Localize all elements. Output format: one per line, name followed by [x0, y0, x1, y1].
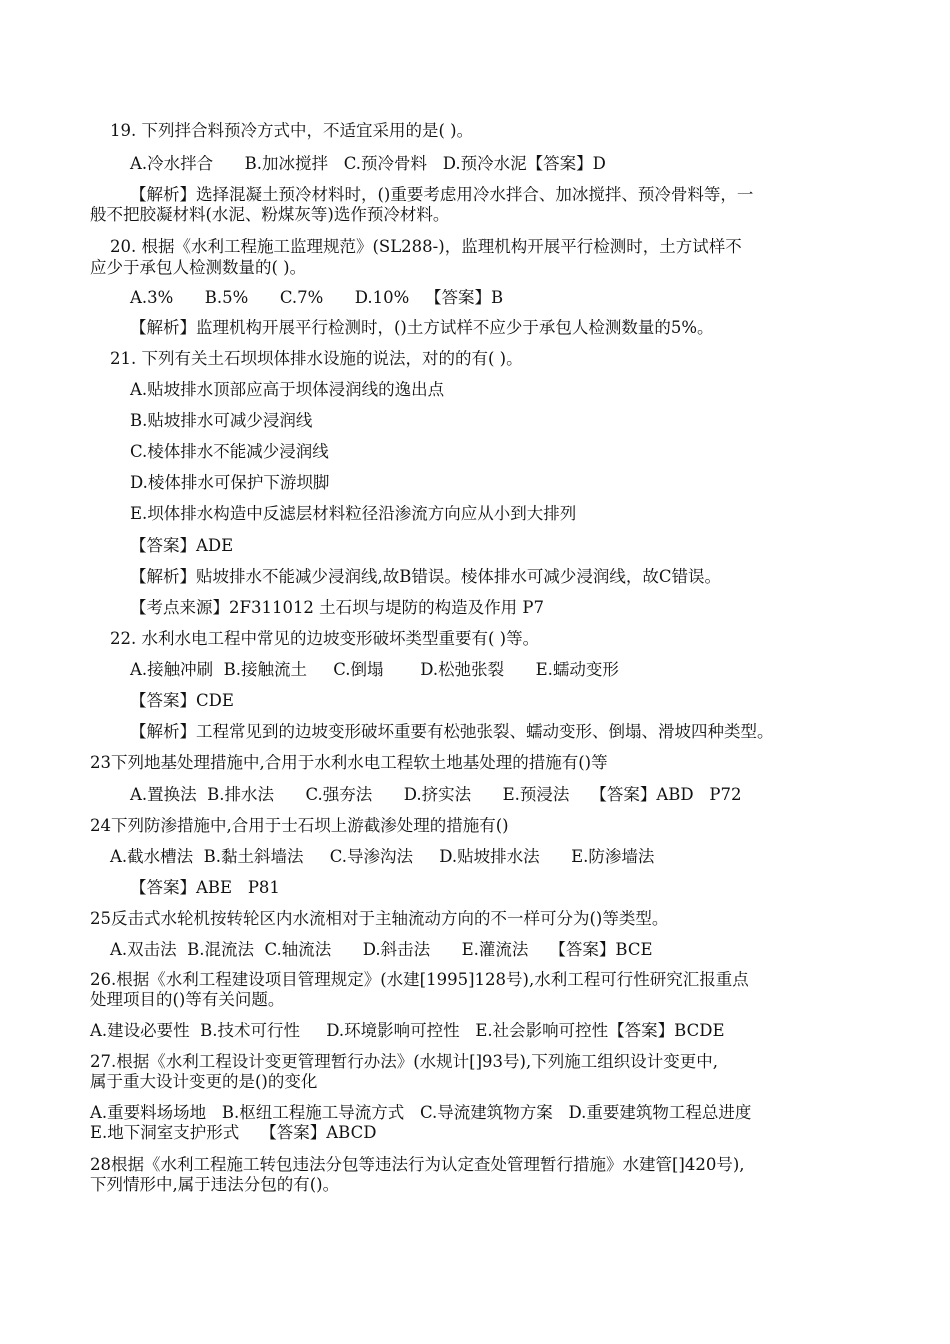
- q22-answer: 【答案】CDE: [130, 691, 234, 710]
- question-28: 28根据《水利工程施工转包违法分包等违法行为认定查处管理暂行措施》水建管[]420号),: [90, 1155, 745, 1174]
- q22-analysis: 【解析】工程常见到的边坡变形破坏重要有松弛张裂、蠕动变形、倒塌、滑坡四种类型。: [130, 722, 774, 741]
- question-20: 20. 根据《水利工程施工监理规范》(SL288-)，监理机构开展平行检测时，土方试样不: [110, 237, 742, 256]
- question-19: 19. 下列拌合料预冷方式中，不适宜采用的是( )。: [110, 121, 474, 140]
- q25-options: A.双击法 B.混流法 C.轴流法 D.斜击法 E.灌流法 【答案】BCE: [110, 940, 653, 959]
- question-24: 24下列防渗措施中,合用于士石坝上游截渗处理的措施有(): [90, 816, 509, 835]
- question-22: 22. 水利水电工程中常见的边坡变形破坏类型重要有( )等。: [110, 629, 540, 648]
- question-27: 27.根据《水利工程设计变更管理暂行办法》(水规计[]93号),下列施工组织设计变更中,: [90, 1052, 718, 1071]
- question-26-cont: 处理项目的()等有关问题。: [90, 990, 285, 1009]
- q26-options: A.建设必要性 B.技术可行性 D.环境影响可控性 E.社会影响可控性【答案】BCDE: [90, 1021, 725, 1040]
- question-23: 23下列地基处理措施中,合用于水利水电工程软土地基处理的措施有()等: [90, 753, 608, 772]
- question-27-cont: 属于重大设计变更的是()的变化: [90, 1072, 318, 1091]
- question-20-cont: 应少于承包人检测数量的( )。: [90, 258, 307, 277]
- question-25: 25反击式水轮机按转轮区内水流相对于主轴流动方向的不一样可分为()等类型。: [90, 909, 669, 928]
- q19-analysis: 【解析】选择混凝土预冷材料时，()重要考虑用冷水拌合、加冰搅拌、预冷骨料等，一: [130, 185, 754, 204]
- q21-option-a: A.贴坡排水顶部应高于坝体浸润线的逸出点: [130, 380, 445, 399]
- q23-options: A.置换法 B.排水法 C.强夯法 D.挤实法 E.预浸法 【答案】ABD P72: [130, 785, 742, 804]
- q21-answer: 【答案】ADE: [130, 536, 234, 555]
- q21-source: 【考点来源】2F311012 土石坝与堤防的构造及作用 P7: [130, 598, 545, 617]
- q20-options: A.3% B.5% C.7% D.10% 【答案】B: [130, 288, 504, 307]
- question-21: 21. 下列有关土石坝坝体排水设施的说法，对的的有( )。: [110, 349, 523, 368]
- q22-options: A.接触冲刷 B.接触流土 C.倒塌 D.松弛张裂 E.蠕动变形: [130, 660, 619, 679]
- q21-option-c: C.棱体排水不能减少浸润线: [130, 442, 329, 461]
- q21-option-d: D.棱体排水可保护下游坝脚: [130, 473, 330, 492]
- question-28-cont: 下列情形中,属于违法分包的有()。: [90, 1175, 340, 1194]
- q19-analysis-cont: 般不把胶凝材料(水泥、粉煤灰等)选作预冷材料。: [90, 205, 450, 224]
- q19-options: A.冷水拌合 B.加冰搅拌 C.预冷骨料 D.预冷水泥【答案】D: [130, 154, 606, 173]
- q27-options: A.重要料场场地 B.枢纽工程施工导流方式 C.导流建筑物方案 D.重要建筑物工程总进度: [90, 1103, 752, 1122]
- q24-answer: 【答案】ABE P81: [130, 878, 280, 897]
- q21-analysis: 【解析】贴坡排水不能减少浸润线,故B错误。棱体排水可减少浸润线，故C错误。: [130, 567, 721, 586]
- question-26: 26.根据《水利工程建设项目管理规定》(水建[1995]128号),水利工程可行性研究汇报重点: [90, 970, 749, 989]
- q20-analysis: 【解析】监理机构开展平行检测时，()土方试样不应少于承包人检测数量的5%。: [130, 318, 714, 337]
- q21-option-b: B.贴坡排水可减少浸润线: [130, 411, 313, 430]
- q24-options: A.截水槽法 B.黏土斜墙法 C.导渗沟法 D.贴坡排水法 E.防渗墙法: [110, 847, 655, 866]
- q27-options-cont: E.地下洞室支护形式 【答案】ABCD: [90, 1123, 377, 1142]
- q21-option-e: E.坝体排水构造中反滤层材料粒径沿渗流方向应从小到大排列: [130, 504, 577, 523]
